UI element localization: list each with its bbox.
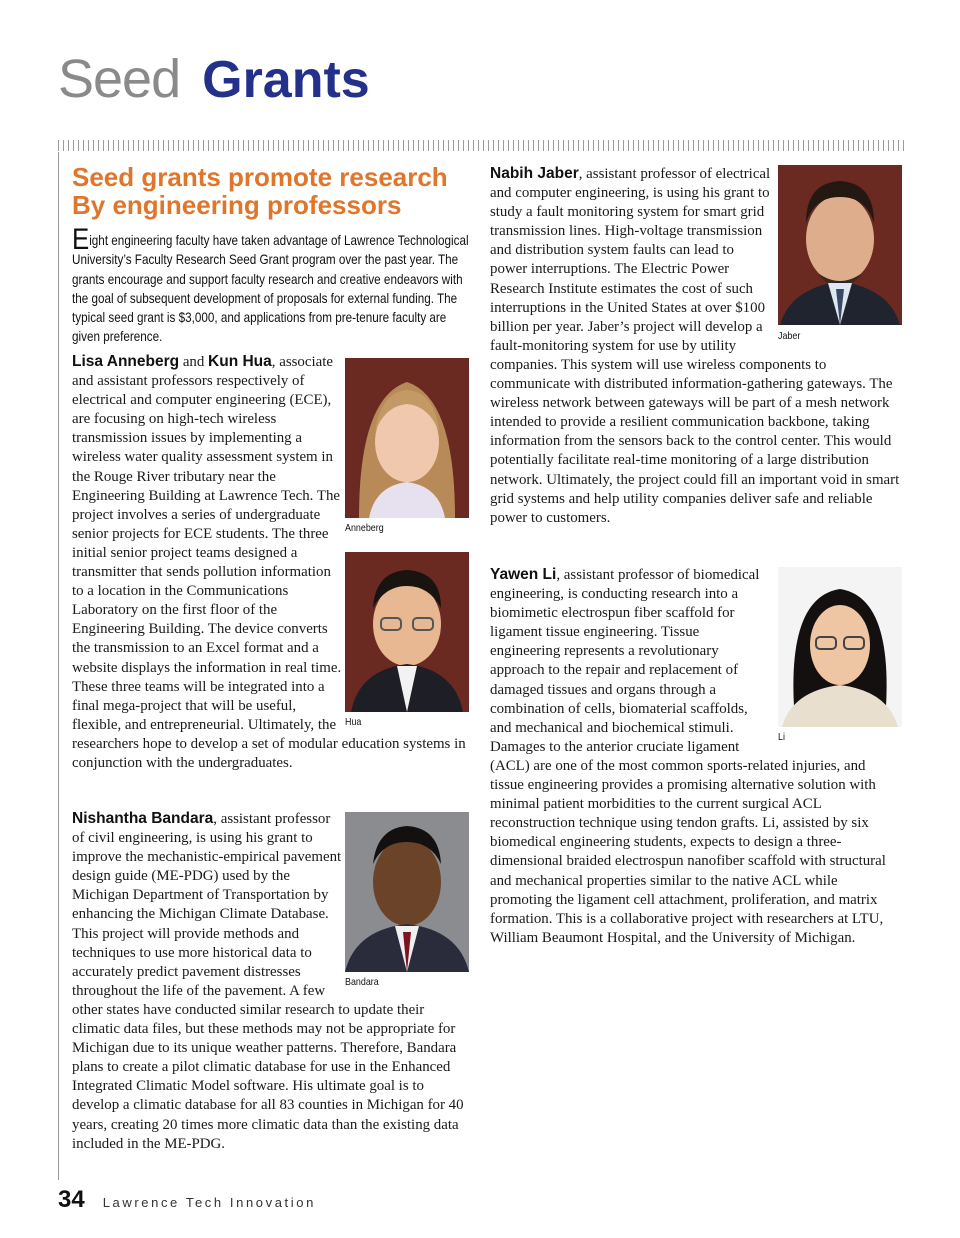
title-seed: Seed — [58, 49, 181, 109]
page-title — [58, 48, 370, 118]
hua-name: Kun Hua — [208, 353, 272, 370]
intro-text: ight engineering faculty have taken advantage of Lawrence Technological University’s Faculty Research Seed Grant program over the past year. The grants encourage and support faculty research and creative endeavors with the goal of subsequent development of proposals for external funding. The typical seed grant is $3,000, and applications from pre-tenure faculty are given preference. — [72, 233, 469, 345]
anneberg-caption: Anneberg — [345, 522, 384, 534]
photo-wrap-spacer — [772, 164, 900, 340]
li-text: , assistant professor of biomedical engineering, is conducting research into a biomimetic electrospun fiber scaffold for ligament tissue engineering. Tissue engineering represents a revolutionary approach to the repair and replacement of damaged tissues and organs through a combination of cells, biomaterial scaffolds, and mechanical and biochemical stimuli. Damages to the anterior cruciate ligament (ACL) are one of the most common sports-related injuries, and tissue engineering provides a promising alternative solution with minimal patient morbidities to the current surgical ACL reconstruction technique using tendon grafts. Li, assisted by six biomedical engineering students, expects to design a three-dimensional braided electrospun nanofiber scaffold with structural and mechanical properties similar to the native ACL while promoting the ligament cell attachment, proliferation, and matrix formation. This is a collaborative project with researchers at LTU, William Beaumont Hospital, and the University of Michigan. — [490, 567, 886, 946]
column-divider-line — [58, 152, 59, 1180]
hua-caption: Hua — [345, 716, 362, 728]
article-headline — [72, 163, 472, 219]
li-name: Yawen Li — [490, 566, 557, 583]
magazine-name: Lawrence Tech Innovation — [102, 1195, 316, 1210]
jaber-name: Nabih Jaber — [490, 165, 579, 182]
intro-dropcap: E — [72, 223, 90, 256]
jaber-paragraph — [490, 164, 900, 528]
title-grants: Grants — [202, 51, 370, 109]
headline-line-1: Seed grants promote research — [72, 162, 448, 192]
photo-wrap-spacer — [772, 565, 900, 751]
tick-rule-divider — [58, 140, 904, 151]
jaber-caption: Jaber — [778, 330, 801, 342]
page-footer — [58, 1186, 316, 1214]
and-text: and — [179, 354, 209, 370]
li-caption: Li — [778, 731, 785, 743]
bandara-text: , assistant professor of civil engineering, is using his grant to improve the mechanistic-empirical pavement design guide (ME-PDG) used by the Michigan Department of Transportation by enhancing the Michigan Climate Database. This project will provide methods and techniques to use more historical data to accurately predict pavement distresses throughout the life of the pavement. A few other states have conducted similar research to update their climatic data files, but these methods may not be appropriate for Michigan due to its unique weather patterns. Therefore, Bandara plans to create a pilot climatic database for use in the Enhanced Integrated Climatic Model software. His ultimate goal is to develop a climatic database for all 83 counties in Michigan for 40 years, creating 20 times more climatic data than the existing data included in the ME-PDG. — [72, 811, 464, 1152]
bandara-paragraph — [72, 809, 472, 1154]
bandara-caption: Bandara — [345, 976, 379, 988]
anneberg-hua-text: , associate and assistant professors respectively of electrical and computer engineering (ECE), are focusing on high-tech wireless transmission issues by implementing a wireless water quality assessment system in the Rouge River tributary near the Engineering Building at Lawrence Tech. The project involves a series of undergraduate senior projects for ECE students. The three initial senior project teams designed a transmitter that sends pollution information to a location in the Communications Laboratory on the first floor of the Engineering Building. The device converts the transmission to an Excel format and a website displays the information in real time. These three teams will be integrated into a final mega-project that will be useful, flexible, and entrepreneurial. Ultimately, the researchers hope to develop a set of modular education systems in conjunction with the undergraduates. — [72, 354, 466, 771]
article-intro — [72, 223, 473, 347]
bandara-name: Nishantha Bandara — [72, 810, 214, 827]
jaber-text: , assistant professor of electrical and computer engineering, is using his grant to study a fault monitoring system for smart grid transmission lines. High-voltage transmission and distribution system faults can lead to power interruptions. The Electric Power Research Institute estimates the cost of such interruptions in the United States at over $100 billion per year. Jaber’s project will develop a fault-monitoring system for use by utility companies. This system will use wireless components to communicate with distributed information-gathering gateways. The wireless network between gateways will be part of a mesh network intended to provide a resilient communication backbone, taking information from the sensors back to the control center. This would potentially facilitate real-time monitoring of a large distribution network. Ultimately, the project could fill an important void in smart grid systems and help utility companies deliver safe and reliable power to customers. — [490, 166, 900, 526]
photo-wrap-spacer — [344, 809, 472, 999]
page-number: 34 — [58, 1186, 85, 1213]
headline-line-2: By engineering professors — [72, 190, 402, 220]
anneberg-hua-paragraph — [72, 352, 472, 773]
photo-wrap-spacer — [344, 352, 472, 734]
li-paragraph — [490, 565, 900, 948]
anneberg-name: Lisa Anneberg — [72, 353, 180, 370]
